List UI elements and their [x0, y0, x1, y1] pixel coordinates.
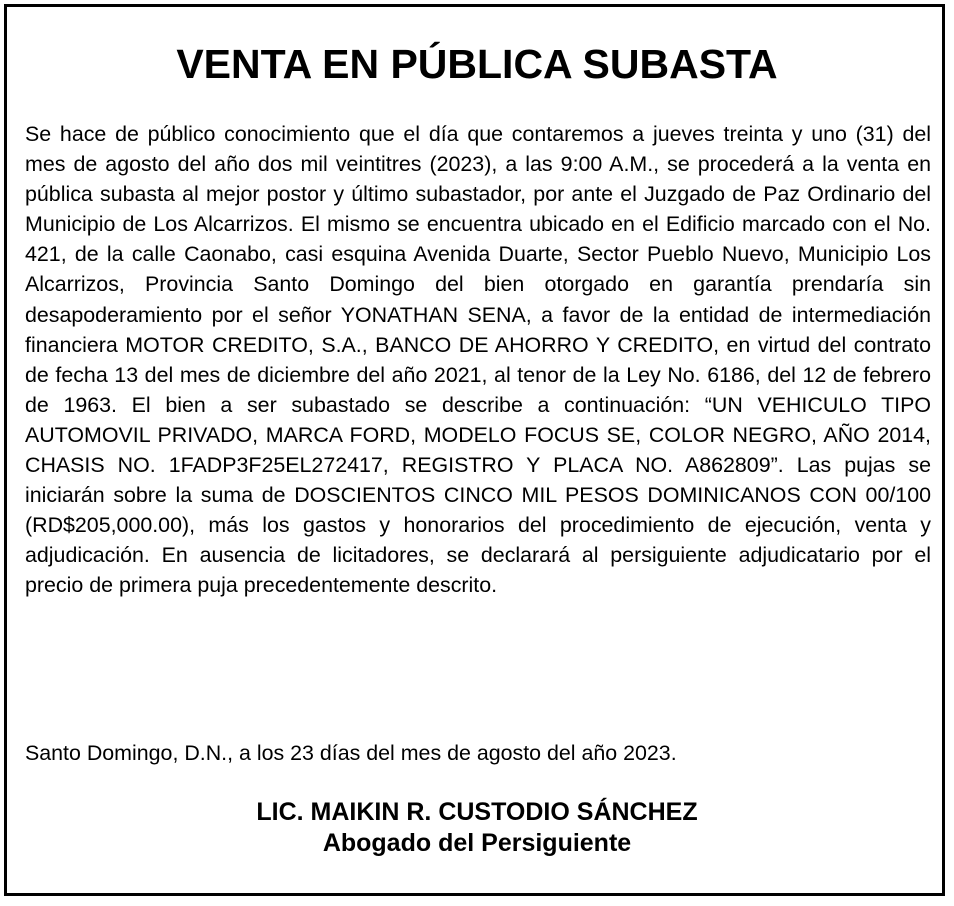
- notice-title: VENTA EN PÚBLICA SUBASTA: [176, 41, 778, 87]
- signature-role: Abogado del Persiguiente: [322, 829, 632, 857]
- signature-name: LIC. MAIKIN R. CUSTODIO SÁNCHEZ: [256, 798, 698, 826]
- notice-body-paragraph: Se hace de público conocimiento que el día que contaremos a jueves treinta y uno (31) del mes de agosto del año dos mil veintitres (2023), a las 9:00 A.M., se procederá a la venta en pública subasta al mejor postor y último subastador, por ante el Juzgado de Paz Ordinario del Municipio de Los Alcarrizos. El mismo se encuentra ubicado en el Edificio marcado con el No. 421, de la calle Caonabo, casi esquina Avenida Duarte, Sector Pueblo Nuevo, Municipio Los Alcarrizos, Provincia Santo Domingo del bien otorgado en garantía prendaría sin desapoderamiento por el señor YONATHAN SENA, a favor de la entidad de intermediación financiera MOTOR CREDITO, S.A., BANCO DE AHORRO Y CREDITO, en virtud del contrato de fecha 13 del mes de diciembre del año 2021, al tenor de la Ley No. 6186, del 12 de febrero de 1963. El bien a ser subastado se describe a continuación: “UN VEHICULO TIPO AUTOMOVIL PRIVADO, MARCA FORD, MODELO FOCUS SE, COLOR NEGRO, AÑO 2014, CHASIS NO. 1FADP3F25EL272417, REGISTRO Y PLACA NO. A862809”. Las pujas se iniciarán sobre la suma de DOSCIENTOS CINCO MIL PESOS DOMINICANOS CON 00/100 (RD$205,000.00), más los gastos y honorarios del procedimiento de ejecución, venta y adjudicación. En ausencia de licitadores, se declarará al persiguiente adjudicatario por el precio de primera puja precedentemente descrito.: [25, 122, 931, 598]
- notice-date-line: Santo Domingo, D.N., a los 23 días del mes de agosto del año 2023.: [25, 741, 677, 765]
